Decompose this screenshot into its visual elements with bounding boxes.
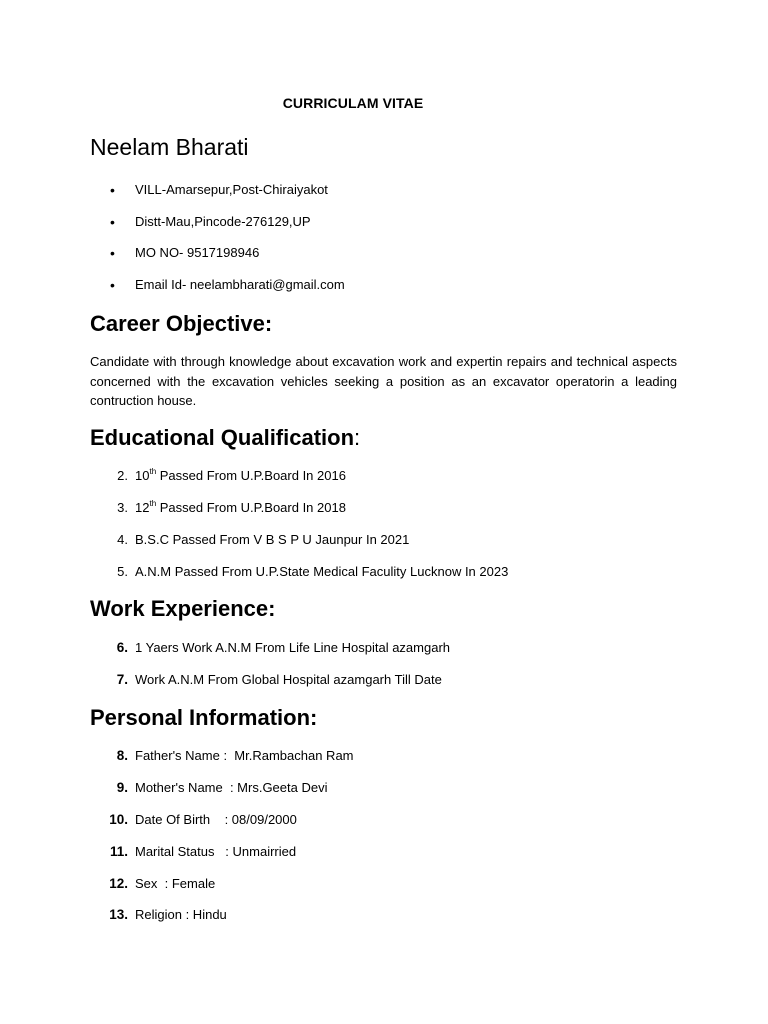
list-number: 7. xyxy=(116,672,128,687)
education-item-text: A.N.M Passed From U.P.State Medical Faculity Lucknow In 2023 xyxy=(135,564,509,579)
education-item xyxy=(90,465,680,487)
education-item-text: B.S.C Passed From V B S P U Jaunpur In 2021 xyxy=(135,532,410,547)
bullet-icon: • xyxy=(110,182,115,198)
list-number: 4. xyxy=(117,532,128,547)
list-number: 11. xyxy=(109,844,128,859)
education-item-post: Passed From U.P.Board In 2018 xyxy=(156,500,346,515)
career-objective-heading: Career Objective: xyxy=(90,311,273,336)
religion-text: Religion : Hindu xyxy=(135,907,227,922)
sex-text: Sex : Female xyxy=(135,876,216,891)
list-number: 10. xyxy=(109,812,128,827)
personal-item xyxy=(90,745,680,767)
list-number: 13. xyxy=(109,907,128,922)
education-heading-colon: : xyxy=(354,425,361,450)
career-objective-text: Candidate with through knowledge about excavation work and expertin repairs and technical aspects concerned with the excavation vehicles seeking a position as an excavator operatorin a leading contruction house. xyxy=(90,354,677,408)
bullet-icon: • xyxy=(110,277,115,293)
candidate-name: Neelam Bharati xyxy=(90,134,249,160)
education-item-post: Passed From U.P.Board In 2016 xyxy=(156,468,346,483)
list-number: 6. xyxy=(116,640,128,655)
education-item-text xyxy=(135,465,346,487)
list-number: 3. xyxy=(117,500,128,515)
father-name-text: Father's Name : Mr.Rambachan Ram xyxy=(135,748,354,763)
marital-status-text: Marital Status : Unmairried xyxy=(135,844,297,859)
education-item-pre: 12 xyxy=(135,500,150,515)
bullet-icon: • xyxy=(110,214,115,230)
contact-item xyxy=(90,274,680,296)
personal-item xyxy=(90,873,680,895)
list-number: 2. xyxy=(117,468,128,483)
education-item-text xyxy=(135,497,346,519)
education-item xyxy=(90,529,680,551)
contact-item xyxy=(90,179,680,201)
date-of-birth-text: Date Of Birth : 08/09/2000 xyxy=(135,812,297,827)
personal-item xyxy=(90,841,680,863)
list-number: 9. xyxy=(116,780,128,795)
list-number: 12. xyxy=(109,876,128,891)
personal-item xyxy=(90,777,680,799)
personal-item xyxy=(90,904,680,926)
personal-item xyxy=(90,809,680,831)
personal-info-heading: Personal Information: xyxy=(90,705,318,730)
list-number: 8. xyxy=(116,748,128,763)
list-number: 5. xyxy=(117,564,128,579)
education-item xyxy=(90,497,680,519)
contact-item xyxy=(90,242,680,264)
education-heading xyxy=(90,425,360,451)
education-item-sup: th xyxy=(149,467,157,476)
contact-item xyxy=(90,211,680,233)
education-item-pre: 10 xyxy=(135,468,150,483)
bullet-icon: • xyxy=(110,245,115,261)
education-item xyxy=(90,561,680,583)
contact-email-text: Email Id- neelambharati@gmail.com xyxy=(135,277,345,292)
contact-address-text: VILL-Amarsepur,Post-Chiraiyakot xyxy=(135,182,328,197)
education-item-sup: th xyxy=(149,499,157,508)
document-title: CURRICULAM VITAE xyxy=(282,95,424,111)
work-item xyxy=(90,637,680,659)
education-heading-text: Educational Qualification xyxy=(90,425,355,450)
work-item-text: Work A.N.M From Global Hospital azamgarh Till Date xyxy=(135,672,442,687)
contact-district-text: Distt-Mau,Pincode-276129,UP xyxy=(135,214,311,229)
work-experience-heading: Work Experience: xyxy=(90,596,276,621)
mother-name-text: Mother's Name : Mrs.Geeta Devi xyxy=(135,780,328,795)
contact-mobile-text: MO NO- 9517198946 xyxy=(135,245,260,260)
work-item xyxy=(90,669,680,691)
work-item-text: 1 Yaers Work A.N.M From Life Line Hospital azamgarh xyxy=(135,640,451,655)
